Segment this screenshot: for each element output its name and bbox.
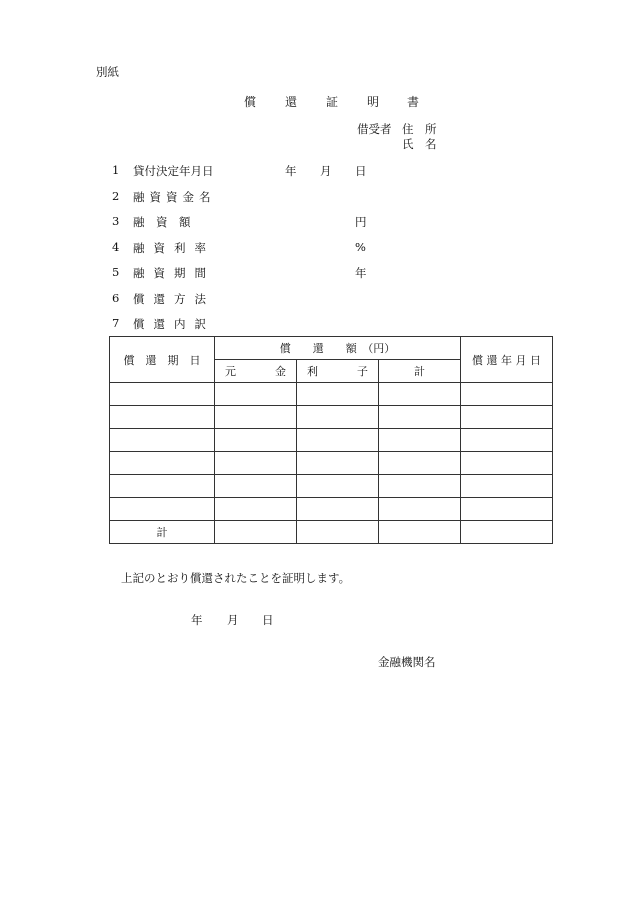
table-cell [297, 383, 379, 406]
table-cell [461, 452, 553, 475]
title-char: 証 [326, 95, 339, 109]
table-cell [110, 406, 215, 429]
table-cell [379, 383, 461, 406]
table-cell [215, 383, 297, 406]
certification-statement: 上記のとおり償還されたことを証明します。 [121, 571, 351, 585]
table-cell [461, 521, 553, 544]
item-value-year: 年 [285, 164, 297, 178]
item-number: 4 [112, 240, 120, 254]
table-cell [379, 498, 461, 521]
table-cell [379, 406, 461, 429]
item-label: 融資資金名 [133, 190, 216, 204]
table-cell [215, 498, 297, 521]
institution-label: 金融機関名 [378, 655, 436, 669]
table-cell [110, 429, 215, 452]
table-cell [110, 498, 215, 521]
subheader-interest [297, 360, 379, 383]
title-char: 明 [367, 95, 380, 109]
item-unit: 年 [355, 266, 367, 280]
borrower-label: 借受者 [357, 122, 392, 136]
item-value-day: 日 [355, 164, 367, 178]
borrower-address-label: 住 所 [402, 122, 437, 136]
repayment-table [109, 336, 553, 544]
header-repayment-amount: 償 還 額 （円） [215, 337, 461, 360]
attachment-label: 別紙 [96, 65, 119, 79]
subheader-principal [215, 360, 297, 383]
date-day: 日 [262, 613, 274, 627]
table-cell [110, 475, 215, 498]
date-year: 年 [191, 613, 203, 627]
interest-char: 利 [307, 365, 318, 378]
table-row [110, 429, 553, 452]
item-label: 償還方法 [133, 292, 215, 306]
table-row [110, 406, 553, 429]
table-cell [110, 383, 215, 406]
table-cell [461, 429, 553, 452]
table-cell [297, 475, 379, 498]
table-row [110, 475, 553, 498]
item-label: 融 資 額 [133, 215, 191, 229]
item-number: 5 [112, 265, 120, 279]
item-number: 6 [112, 291, 120, 305]
table-cell [461, 406, 553, 429]
header-repayment-date: 償 還 年 月 日 [461, 337, 553, 383]
item-unit: 円 [355, 215, 367, 229]
principal-char: 金 [275, 365, 286, 378]
item-number: 3 [112, 214, 120, 228]
title-char: 書 [407, 95, 420, 109]
table-cell [297, 521, 379, 544]
interest-char: 子 [357, 365, 368, 378]
item-number: 2 [112, 189, 120, 203]
item-label: 融資利率 [133, 241, 215, 255]
table-cell [215, 429, 297, 452]
item-number: 7 [112, 316, 120, 330]
table-cell [297, 429, 379, 452]
table-cell [215, 452, 297, 475]
table-cell [379, 452, 461, 475]
table-row [110, 498, 553, 521]
total-label: 計 [110, 521, 215, 544]
borrower-name-label: 氏 名 [402, 137, 437, 151]
table-cell [297, 452, 379, 475]
item-number: 1 [112, 163, 120, 177]
table-row [110, 383, 553, 406]
item-unit: % [355, 240, 366, 254]
table-cell [461, 498, 553, 521]
title-char: 還 [285, 95, 298, 109]
subheader-total: 計 [379, 360, 461, 383]
table-cell [297, 406, 379, 429]
table-cell [461, 383, 553, 406]
table-cell [379, 429, 461, 452]
table-cell [379, 521, 461, 544]
table-cell [461, 475, 553, 498]
table-cell [297, 498, 379, 521]
table-cell [215, 406, 297, 429]
title-char: 償 [244, 95, 257, 109]
table-cell [379, 475, 461, 498]
date-month: 月 [227, 613, 239, 627]
item-value-month: 月 [320, 164, 332, 178]
item-label: 貸付決定年月日 [133, 164, 214, 178]
principal-char: 元 [225, 365, 236, 378]
table-row [110, 452, 553, 475]
table-total-row [110, 521, 553, 544]
table-header-row [110, 337, 553, 360]
item-label: 償還内訳 [133, 317, 215, 331]
table-cell [110, 452, 215, 475]
header-repayment-period: 償 還 期 日 [110, 337, 215, 383]
table-cell [215, 475, 297, 498]
item-label: 融資期間 [133, 266, 215, 280]
table-cell [215, 521, 297, 544]
